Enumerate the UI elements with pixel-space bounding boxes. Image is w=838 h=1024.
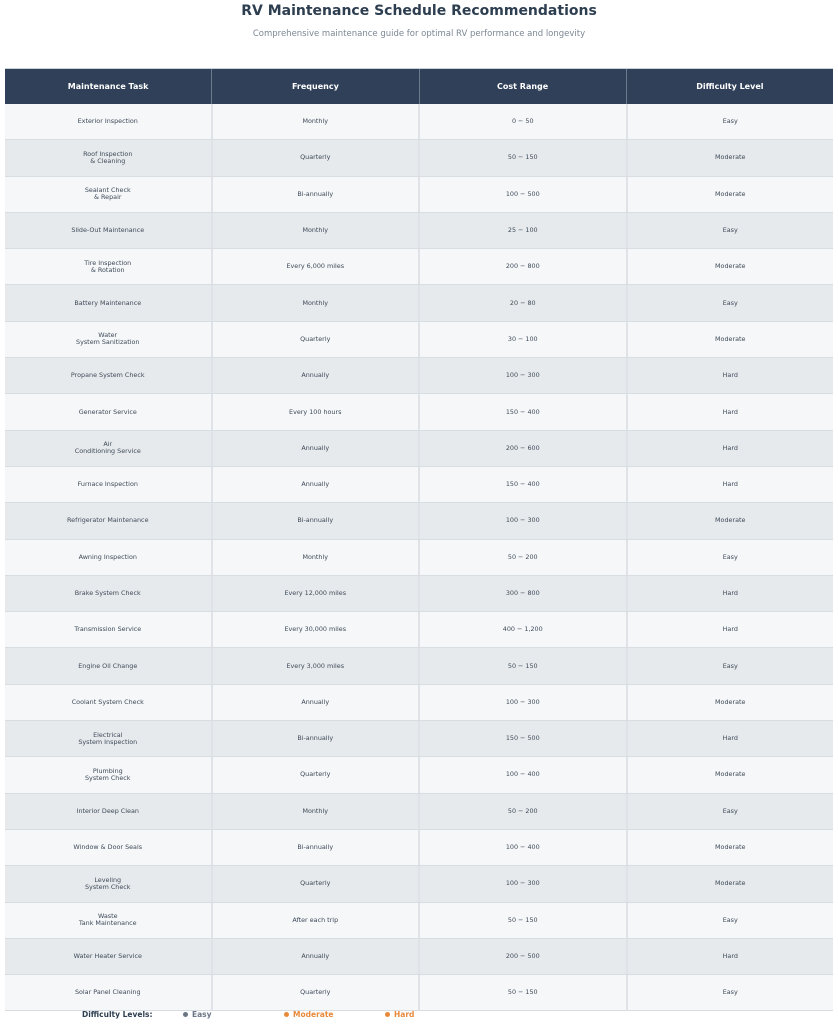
page-subtitle: Comprehensive maintenance guide for optimal RV performance and longevity [252,29,586,39]
task-cell: Interior Deep Clean [5,794,213,829]
table-row [5,503,833,539]
difficulty-cell: Easy [722,226,738,235]
table-row [5,648,833,684]
difficulty-cell: Moderate [715,189,746,198]
difficulty-cell: Easy [722,552,738,561]
table-row [5,939,833,975]
cost-cell: 100 − 300 [420,503,628,538]
task-cell: Exterior Inspection [5,104,213,139]
task-cell: Leveling System Check [5,866,213,901]
frequency-cell: Every 3,000 miles [213,648,421,683]
difficulty-cell: Moderate [715,879,746,888]
column-header-frequency: Frequency [212,69,419,104]
table-row [5,431,833,467]
frequency-cell: Monthly [213,794,421,829]
frequency-cell: Bi-annually [213,830,421,865]
table-row [5,140,833,176]
cost-cell: 50 − 150 [420,648,628,683]
frequency-cell: Monthly [213,285,421,320]
cost-cell: 150 − 400 [420,467,628,502]
frequency-cell: Every 100 hours [213,394,421,429]
table-row [5,794,833,830]
legend-dot-easy [183,1012,188,1017]
task-cell: Awning Inspection [5,540,213,575]
table-row [5,975,833,1011]
difficulty-cell: Moderate [715,770,746,779]
task-cell: Engine Oil Change [5,648,213,683]
table-row [5,177,833,213]
legend-dot-hard [385,1012,390,1017]
task-cell: Brake System Check [5,576,213,611]
difficulty-cell: Easy [722,915,738,924]
cost-cell: 100 − 400 [420,830,628,865]
cost-cell: 30 − 100 [420,322,628,357]
difficulty-cell: Moderate [715,516,746,525]
difficulty-cell: Moderate [715,697,746,706]
frequency-cell: Bi-annually [213,503,421,538]
task-cell: Electrical System Inspection [5,721,213,756]
table-header-row [5,69,833,104]
difficulty-cell: Easy [722,298,738,307]
task-cell: Air Conditioning Service [5,431,213,466]
difficulty-cell: Moderate [715,153,746,162]
difficulty-cell: Moderate [715,262,746,271]
legend-label-easy: Easy [192,1010,212,1019]
frequency-cell: Every 12,000 miles [213,576,421,611]
frequency-cell: Every 6,000 miles [213,249,421,284]
table-row [5,576,833,612]
table-row [5,285,833,321]
task-cell: Furnace Inspection [5,467,213,502]
cost-cell: 100 − 500 [420,177,628,212]
cost-cell: 50 − 200 [420,540,628,575]
frequency-cell: Annually [213,358,421,393]
cost-cell: 400 − 1,200 [420,612,628,647]
legend-label-moderate: Moderate [293,1010,334,1019]
cost-cell: 200 − 600 [420,431,628,466]
column-header-cost: Cost Range [420,69,627,104]
legend-item-easy [183,1010,212,1019]
table-row [5,540,833,576]
difficulty-cell: Hard [722,371,738,380]
frequency-cell: Bi-annually [213,177,421,212]
task-cell: Window & Door Seals [5,830,213,865]
legend-item-moderate [284,1010,334,1019]
table-row [5,721,833,757]
difficulty-cell: Easy [722,988,738,997]
table-row [5,249,833,285]
table-row [5,467,833,503]
cost-cell: 50 − 150 [420,975,628,1010]
task-cell: Slide-Out Maintenance [5,213,213,248]
difficulty-cell: Hard [722,480,738,489]
task-cell: Waste Tank Maintenance [5,903,213,938]
frequency-cell: Annually [213,431,421,466]
table-row [5,903,833,939]
cost-cell: 100 − 300 [420,358,628,393]
table-row [5,213,833,249]
cost-cell: 50 − 150 [420,140,628,175]
table-row [5,358,833,394]
task-cell: Water System Sanitization [5,322,213,357]
legend-label-hard: Hard [394,1010,415,1019]
difficulty-cell: Hard [722,589,738,597]
legend-item-hard [385,1010,414,1019]
task-cell: Roof Inspection & Cleaning [5,140,213,175]
frequency-cell: Quarterly [213,757,421,792]
cost-cell: 200 − 500 [420,939,628,974]
difficulty-cell: Easy [722,661,738,670]
column-header-task: Maintenance Task [5,69,212,104]
task-cell: Battery Maintenance [5,285,213,320]
difficulty-cell: Easy [722,806,738,815]
difficulty-cell: Moderate [715,843,746,852]
task-cell: Sealant Check & Repair [5,177,213,212]
difficulty-cell: Hard [722,951,738,960]
cost-cell: 100 − 300 [420,866,628,901]
frequency-cell: Monthly [213,213,421,248]
table-row [5,612,833,648]
table-row [5,322,833,358]
task-cell: Coolant System Check [5,685,213,720]
difficulty-cell: Hard [722,407,738,416]
frequency-cell: Monthly [213,540,421,575]
difficulty-cell: Hard [722,734,738,743]
legend-title: Difficulty Levels: [82,1010,153,1019]
cost-cell: 50 − 150 [420,903,628,938]
table-row [5,866,833,902]
difficulty-cell: Hard [722,443,738,452]
maintenance-table [5,68,833,1011]
cost-cell: 20 − 80 [420,285,628,320]
legend-dot-moderate [284,1012,289,1017]
cost-cell: 150 − 400 [420,394,628,429]
frequency-cell: After each trip [213,903,421,938]
table-body [5,104,833,1011]
difficulty-legend [0,1009,838,1021]
cost-cell: 100 − 300 [420,685,628,720]
cost-cell: 300 − 800 [420,576,628,611]
page-title: RV Maintenance Schedule Recommendations [241,3,597,19]
frequency-cell: Bi-annually [213,721,421,756]
frequency-cell: Monthly [213,104,421,139]
frequency-cell: Annually [213,467,421,502]
difficulty-cell: Easy [722,117,738,126]
frequency-cell: Quarterly [213,322,421,357]
table-row [5,757,833,793]
frequency-cell: Quarterly [213,975,421,1010]
table-row [5,104,833,140]
cost-cell: 50 − 200 [420,794,628,829]
cost-cell: 100 − 400 [420,757,628,792]
table-row [5,830,833,866]
task-cell: Propane System Check [5,358,213,393]
frequency-cell: Every 30,000 miles [213,612,421,647]
task-cell: Refrigerator Maintenance [5,503,213,538]
frequency-cell: Annually [213,685,421,720]
task-cell: Tire Inspection & Rotation [5,249,213,284]
task-cell: Generator Service [5,394,213,429]
task-cell: Plumbing System Check [5,757,213,792]
column-header-difficulty: Difficulty Level [696,82,764,91]
cost-cell: 150 − 500 [420,721,628,756]
cost-cell: 25 − 100 [420,213,628,248]
cost-cell: 0 − 50 [420,104,628,139]
task-cell: Transmission Service [5,612,213,647]
cost-cell: 200 − 800 [420,249,628,284]
table-row [5,685,833,721]
task-cell: Water Heater Service [5,939,213,974]
difficulty-cell: Hard [722,625,738,634]
task-cell: Solar Panel Cleaning [5,975,213,1010]
frequency-cell: Quarterly [213,140,421,175]
table-row [5,394,833,430]
frequency-cell: Annually [213,939,421,974]
frequency-cell: Quarterly [213,866,421,901]
difficulty-cell: Moderate [715,334,746,343]
